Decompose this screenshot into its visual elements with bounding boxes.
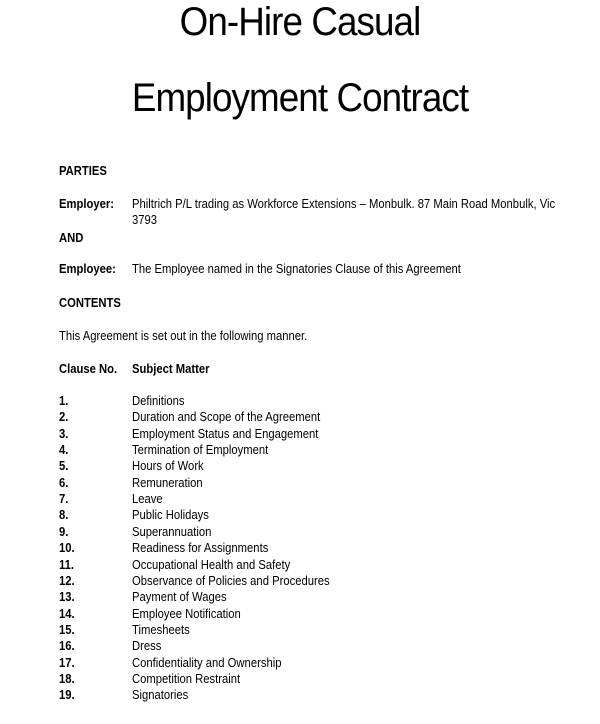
clause-number: 15. <box>59 622 75 637</box>
clause-subject: Leave <box>132 492 163 507</box>
clause-number: 4. <box>59 443 69 458</box>
clause-row <box>0 427 600 443</box>
contents-heading: CONTENTS <box>59 296 121 310</box>
clause-number: 17. <box>59 655 75 670</box>
clause-subject: Superannuation <box>132 524 212 539</box>
clause-row <box>0 459 600 475</box>
and-label: AND <box>59 231 84 245</box>
clause-row <box>0 558 600 574</box>
clause-row <box>0 590 600 606</box>
clause-row <box>0 394 600 410</box>
clause-number: 19. <box>59 688 75 703</box>
clause-subject: Duration and Scope of the Agreement <box>132 410 321 425</box>
clause-number: 14. <box>59 606 75 621</box>
clause-subject: Competition Restraint <box>132 671 241 686</box>
clause-number: 9. <box>59 524 69 539</box>
clause-subject: Hours of Work <box>132 459 204 474</box>
clause-row <box>0 656 600 672</box>
clause-row <box>0 639 600 655</box>
clause-number: 13. <box>59 590 75 605</box>
clause-number: 11. <box>59 557 75 572</box>
clause-number: 6. <box>59 475 69 490</box>
clause-row <box>0 688 600 704</box>
clause-subject: Remuneration <box>132 475 203 490</box>
employee-label: Employee: <box>59 262 116 276</box>
column-header-subject-matter: Subject Matter <box>132 362 210 376</box>
document-title-line-2: Employment Contract <box>131 76 469 120</box>
contents-intro: This Agreement is set out in the following manner. <box>59 329 308 343</box>
clause-subject: Readiness for Assignments <box>132 541 269 556</box>
clause-number: 18. <box>59 671 75 686</box>
clause-number: 16. <box>59 639 75 654</box>
clause-subject: Termination of Employment <box>132 443 269 458</box>
employer-label: Employer: <box>59 197 115 211</box>
clause-subject: Payment of Wages <box>132 590 227 605</box>
employer-value-line-1: Philtrich P/L trading as Workforce Extensions – Monbulk. 87 Main Road Monbulk, Vic <box>132 197 556 211</box>
clause-number: 1. <box>59 394 69 408</box>
clause-row <box>0 443 600 459</box>
column-header-clause-no: Clause No. <box>59 362 118 376</box>
clause-row <box>0 574 600 590</box>
clause-number: 7. <box>59 492 69 507</box>
document-title-line-1: On-Hire Casual <box>179 0 421 44</box>
clause-row <box>0 476 600 492</box>
clause-subject: Occupational Health and Safety <box>132 557 291 572</box>
clause-row <box>0 623 600 639</box>
employee-value: The Employee named in the Signatories Clause of this Agreement <box>132 262 461 276</box>
clause-row <box>0 492 600 508</box>
clause-row <box>0 541 600 557</box>
clause-number: 10. <box>59 541 75 556</box>
clause-subject: Confidentiality and Ownership <box>132 655 282 670</box>
clause-row <box>0 525 600 541</box>
clause-subject: Definitions <box>132 394 185 408</box>
parties-heading: PARTIES <box>59 164 107 178</box>
clause-subject: Employment Status and Engagement <box>132 426 319 441</box>
clause-row <box>0 410 600 426</box>
clause-number: 12. <box>59 573 75 588</box>
clause-row <box>0 672 600 688</box>
clause-number: 2. <box>59 410 69 425</box>
clause-row <box>0 607 600 623</box>
clause-row <box>0 508 600 524</box>
clause-subject: Public Holidays <box>132 508 209 523</box>
clause-number: 8. <box>59 508 69 523</box>
clause-subject: Observance of Policies and Procedures <box>132 573 330 588</box>
clause-subject: Employee Notification <box>132 606 241 621</box>
clause-subject: Dress <box>132 639 162 654</box>
clause-subject: Signatories <box>132 688 189 703</box>
employer-value-line-2: 3793 <box>132 213 158 227</box>
clause-number: 3. <box>59 426 69 441</box>
clause-number: 5. <box>59 459 69 474</box>
clause-subject: Timesheets <box>132 622 190 637</box>
